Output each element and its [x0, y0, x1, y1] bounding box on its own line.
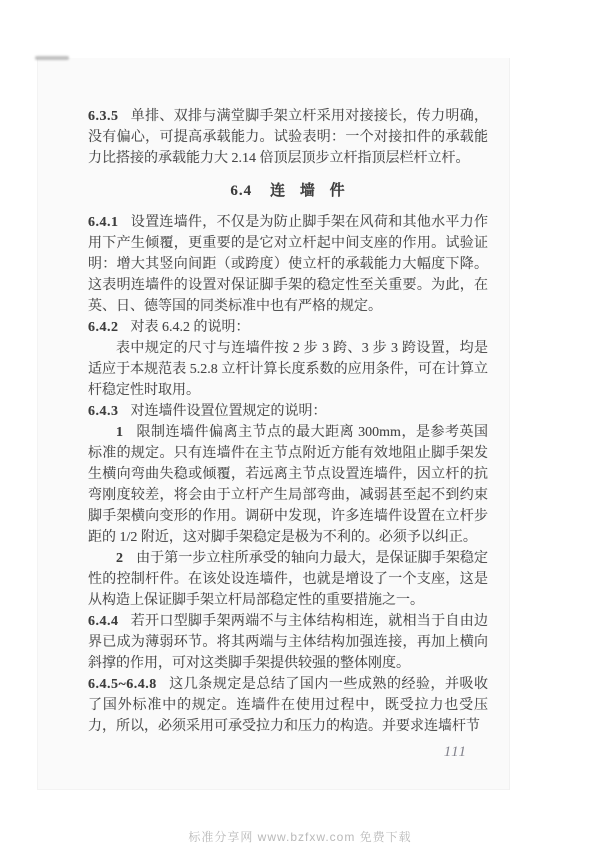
clause-text: 对连墙件设置位置规定的说明： — [130, 404, 327, 419]
clause-6-4-3 — [88, 401, 488, 422]
item-number: 2 — [116, 551, 123, 566]
watermark: 标准分享网 www.bzfxw.com 免费下载 — [188, 830, 412, 844]
clause-6-4-2 — [88, 317, 488, 338]
clause-number: 6.4.1 — [88, 215, 119, 230]
clause-text: 这几条规定是总结了国内一些成熟的经验，并吸收了国外标准中的规定。连墙件在使用过程中，既受拉力也受压力，所以，必须采用可承受拉力和压力的构造。并要求连墙杆节 — [88, 677, 488, 734]
document-page — [37, 58, 510, 790]
clause-text: 表中规定的尺寸与连墙件按 2 步 3 跨、3 步 3 跨设置，均是适应于本规范表 5.2.8 立杆计算长度系数的应用条件，可在计算立杆稳定性时取用。 — [88, 341, 488, 398]
clause-6-4-4 — [88, 611, 488, 674]
scan-artifact — [35, 56, 69, 60]
clause-6-4-3-item-2 — [88, 548, 488, 611]
clause-number: 6.4.4 — [88, 614, 119, 629]
clause-6-4-1 — [88, 212, 488, 317]
section-title: 连 墙 件 — [270, 183, 346, 199]
clause-number: 6.4.5~6.4.8 — [88, 677, 157, 692]
clause-text: 若开口型脚手架两端不与主体结构相连，就相当于自由边界已成为薄弱环节。将其两端与主体结构加强连接，再加上横向斜撑的作用，可对这类脚手架提供较强的整体刚度。 — [88, 614, 488, 671]
item-text: 限制连墙件偏离主节点的最大距离 300mm，是参考英国标准的规定。只有连墙件在主节点附近方能有效地阻止脚手架发生横向弯曲失稳或倾覆，若远离主节点设置连墙件，因立杆的抗弯刚度较差，将会由于立杆产生局部弯曲，减弱甚至起不到约束脚手架横向变形的作用。调研中发现，许多连墙件设置在立杆步距的 1/2 附近，这对脚手架稳定是极为不利的。必须予以纠正。 — [88, 425, 488, 545]
clause-6-4-5-to-6-4-8 — [88, 674, 488, 737]
clause-6-4-3-item-1 — [88, 422, 488, 548]
clause-6-4-2-body — [88, 338, 488, 401]
clause-number: 6.3.5 — [88, 109, 119, 124]
clause-number: 6.4.2 — [88, 320, 119, 335]
item-number: 1 — [116, 425, 123, 440]
clause-6-3-5 — [88, 106, 488, 169]
page-number: 111 — [443, 744, 467, 760]
clause-text: 单排、双排与满堂脚手架立杆采用对接接长，传力明确，没有偏心，可提高承载能力。试验表明：一个对接扣件的承载能力比搭接的承载能力大 2.14 倍顶层顶步立杆指顶层栏杆立杆。 — [88, 109, 488, 166]
item-text: 由于第一步立柱所承受的轴向力最大，是保证脚手架稳定性的控制杆件。在该处设连墙件，也就是增设了一个支座，这是从构造上保证脚手架立杆局部稳定性的重要措施之一。 — [88, 551, 488, 608]
section-number: 6.4 — [230, 183, 253, 199]
text-block — [88, 106, 488, 763]
clause-number: 6.4.3 — [88, 404, 119, 419]
clause-text: 设置连墙件，不仅是为防止脚手架在风荷和其他水平力作用下产生倾覆，更重要的是它对立杆起中间支座的作用。试验证明：增大其竖向间距（或跨度）使立杆的承载能力大幅度下降。这表明连墙件的设置对保证脚手架的稳定性至关重要。为此，在英、日、德等国的同类标准中也有严格的规定。 — [88, 215, 488, 314]
clause-text: 对表 6.4.2 的说明： — [130, 320, 250, 335]
section-heading-6-4 — [88, 181, 488, 202]
